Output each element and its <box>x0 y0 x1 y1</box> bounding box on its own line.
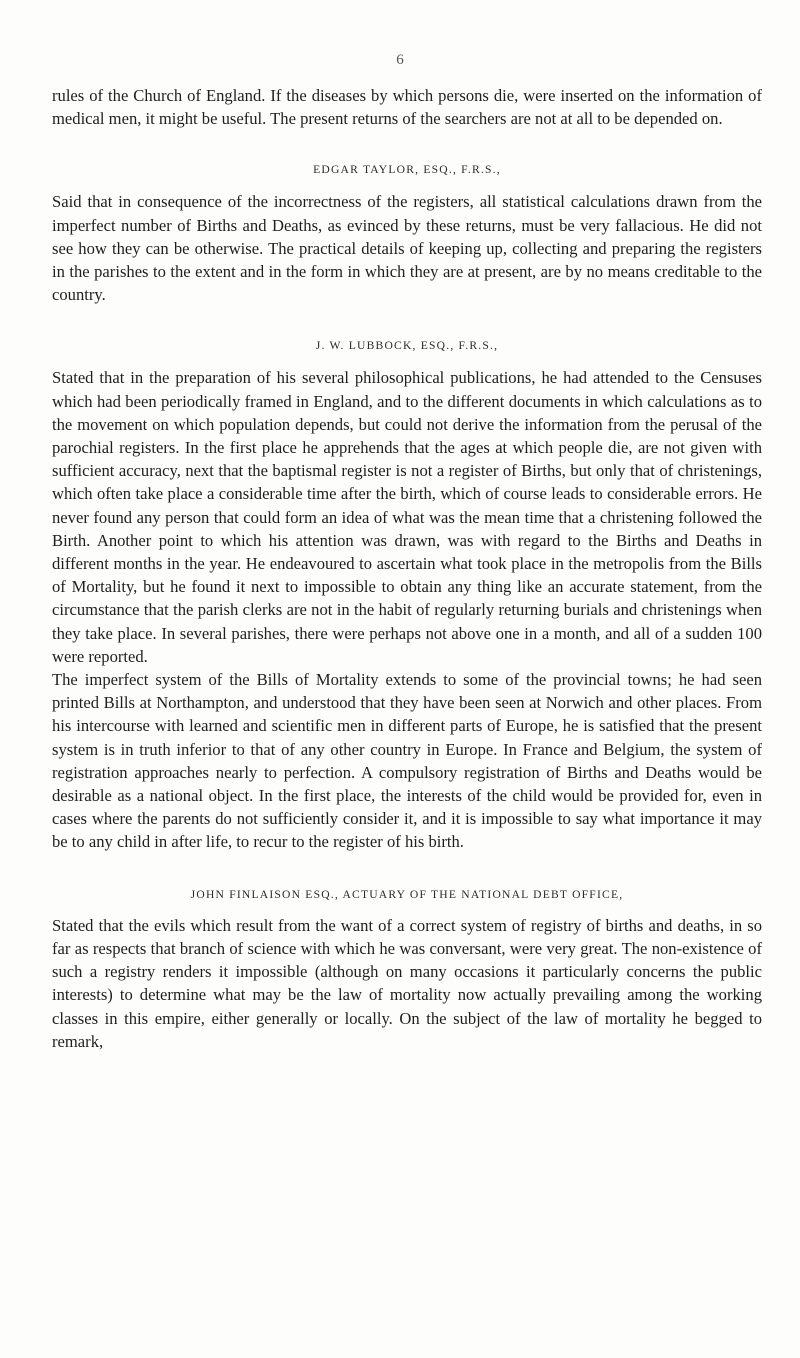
speaker-heading-lubbock: J. W. LUBBOCK, ESQ., F.R.S., <box>315 339 499 353</box>
finlaison-paragraph: Stated that the evils which result from the want of a correct system of registry of births and deaths, in so far as respects that branch of science with which he was conversant, were very great. The non-existence of such a registry renders it impossible (although on many occasions it particularly concerns the public interests) to determine what may be the law of mortality now actually prevailing among the working classes in this empire, either generally or locally. On the subject of the law of mortality he begged to remark, <box>52 915 762 1051</box>
lubbock-paragraph-2: The imperfect system of the Bills of Mortality extends to some of the provincial towns; he had seen printed Bills at Northampton, and understood that they have been seen at Norwich and other places. From his intercourse with learned and scientific men in different parts of Europe, he is satisfied that the present system is in truth inferior to that of any other country in Europe. In France and Belgium, the system of registration approaches nearly to perfection. A compulsory registration of Births and Deaths would be desirable as a national object. In the first place, the interests of the child would be provided for, even in cases where the parents do not sufficiently consider it, and it is impossible to say what importance it may be to any child in after life, to recur to the register of his birth. <box>52 670 762 852</box>
taylor-paragraph: Said that in consequence of the incorrectness of the registers, all statistical calculations drawn from the imperfect number of Births and Deaths, as evinced by these returns, must be very fallacious. He did not see how they can be otherwise. The practical details of keeping up, collecting and preparing the registers in the parishes to the extent and in the form in which they are at present, are by no means creditable to the country. <box>52 192 762 305</box>
speaker-heading-finlaison: JOHN FINLAISON ESQ., ACTUARY OF THE NATIONAL DEBT OFFICE, <box>190 887 624 901</box>
document-body <box>52 84 762 1053</box>
lubbock-paragraph-1: Stated that in the preparation of his several philosophical publications, he had attended to the Censuses which had been periodically framed in England, and to the different documents in which calculations as to the movement on which population depends, but could not derive the information from the perusal of the parochial registers. In the first place he apprehends that the ages at which people die, are not given with sufficient accuracy, next that the baptismal register is not a register of Births, but only that of christenings, which often take place a considerable time after the birth, which of course leads to considerable errors. He never found any person that could form an idea of what was the mean time that a christening followed the Birth. Another point to which his attention was drawn, was with regard to the Births and Deaths in different months in the year. He endeavoured to ascertain what took place in the metropolis from the Bills of Mortality, but he found it next to impossible to obtain any thing like an accurate statement, from the circumstance that the parish clerks are not in the habit of regularly returning burials and christenings when they take place. In several parishes, there were perhaps not above one in a month, and all of a sudden 100 were reported. <box>52 368 762 666</box>
speaker-heading-taylor: EDGAR TAYLOR, ESQ., F.R.S., <box>313 163 501 177</box>
intro-paragraph: rules of the Church of England. If the diseases by which persons die, were inserted on the information of medical men, it might be useful. The present returns of the searchers are not at all to be depended on. <box>52 86 762 129</box>
page-number: 6 <box>396 52 404 68</box>
